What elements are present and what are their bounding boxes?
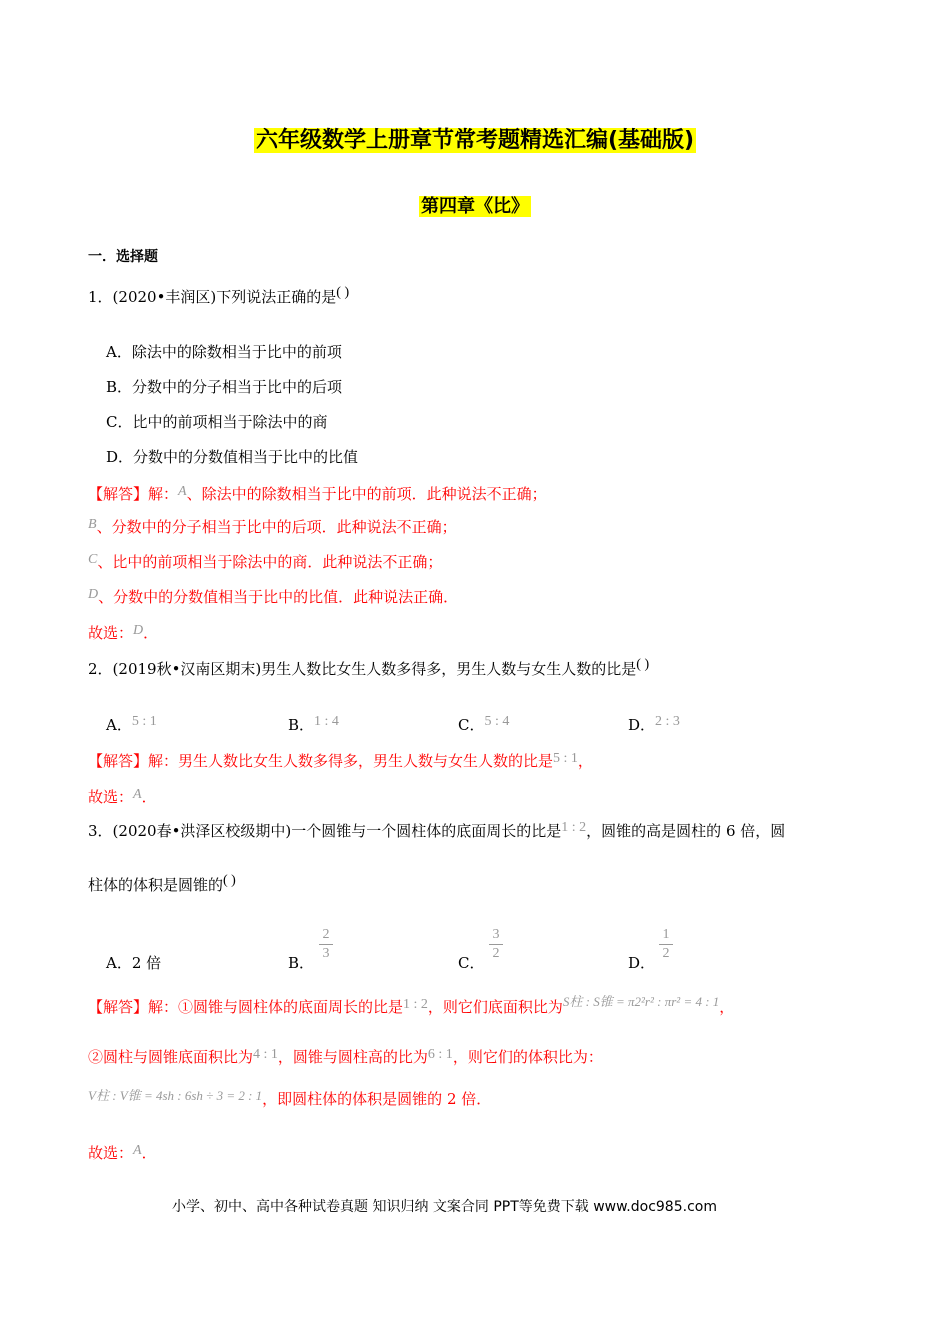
answer-end: ， — [577, 752, 593, 770]
answer-ratio: 1 : 2 — [403, 997, 428, 1012]
question-3-text: 3．(2020春•洪泽区校级期中)一个圆锥与一个圆柱体的底面周长的比是 — [88, 822, 562, 840]
question-2-answer — [88, 750, 593, 774]
question-3-stem-line-2 — [88, 874, 236, 898]
option-value: 5 : 1 — [131, 714, 157, 729]
answer-letter: C — [88, 552, 98, 567]
option-label: D． — [628, 716, 656, 734]
fraction-numerator: 1 — [662, 927, 670, 942]
page-title — [0, 126, 950, 156]
question-1-option-c: C．比中的前项相当于除法中的商 — [106, 413, 328, 431]
answer-text: 、比中的前项相当于除法中的商．此种说法不正确； — [97, 553, 443, 571]
option-value: 1 : 4 — [314, 714, 339, 729]
question-3-option-b-label: B． — [288, 954, 315, 972]
question-1-text: 1．(2020•丰润区)下列说法正确的是 — [88, 288, 337, 306]
question-1-answer-line-1 — [88, 483, 547, 507]
conclusion-value: A — [133, 787, 142, 802]
question-2-option-a — [106, 714, 157, 738]
question-2-option-d — [628, 714, 680, 738]
option-value: 2 倍 — [131, 954, 162, 972]
section-heading: 一．选择题 — [88, 249, 158, 265]
answer-text: ，即圆柱体的体积是圆锥的 2 倍． — [262, 1090, 492, 1108]
question-3-ratio: 1 : 2 — [561, 820, 587, 835]
question-2-text: 2．(2019秋•汉南区期末)男生人数比女生人数多得多，男生人数与女生人数的比是 — [88, 660, 637, 678]
conclusion-value: A — [133, 1143, 142, 1158]
question-3-text-cont: ，圆锥的高是圆柱的 6 倍，圆 — [586, 822, 786, 840]
question-2-option-b — [288, 714, 339, 738]
question-3-conclusion — [88, 1142, 157, 1166]
fraction-bar — [319, 944, 333, 945]
conclusion-end: ． — [141, 788, 157, 806]
answer-text: 、除法中的除数相当于比中的前项．此种说法不正确； — [186, 485, 547, 503]
answer-ratio: 6 : 1 — [427, 1047, 453, 1062]
answer-formula: V柱 : V锥 = 4sh : 6sh ÷ 3 = 2 : 1 — [88, 1088, 263, 1103]
question-1-answer-line-3 — [88, 551, 442, 575]
question-2-stem — [88, 658, 649, 682]
question-3-text-line-2: 柱体的体积是圆锥的 — [88, 876, 224, 894]
conclusion-end: ． — [141, 1144, 157, 1162]
question-1-answer-line-2 — [88, 516, 457, 540]
answer-letter: D — [88, 587, 99, 602]
question-2-option-c — [458, 714, 509, 738]
answer-ratio: 5 : 1 — [553, 751, 578, 766]
answer-text: ，则它们底面积比为 — [427, 998, 563, 1016]
answer-ratio: 4 : 1 — [253, 1047, 278, 1062]
question-3-option-d-label: D． — [628, 954, 656, 972]
question-1-option-a: A．除法中的除数相当于比中的前项 — [106, 343, 342, 361]
question-2-conclusion — [88, 786, 157, 810]
option-label: A． — [106, 954, 132, 972]
answer-text: ，圆锥与圆柱高的比为 — [277, 1048, 428, 1066]
answer-letter: B — [88, 517, 97, 532]
fraction-numerator: 3 — [492, 927, 500, 942]
fraction-bar — [489, 944, 503, 945]
fraction-numerator: 2 — [322, 927, 330, 942]
question-3-stem-line-1 — [88, 820, 785, 844]
answer-label: 【解答】解： — [88, 485, 179, 503]
answer-text: 【解答】解：①圆锥与圆柱体的底面周长的比是 — [88, 998, 404, 1016]
question-1-conclusion — [88, 622, 158, 646]
conclusion-end: ． — [143, 624, 159, 642]
question-3-option-b-fraction — [319, 927, 333, 962]
question-1-stem — [88, 286, 349, 310]
question-1-option-d: D．分数中的分数值相当于比中的比值 — [106, 448, 359, 466]
fraction-denominator: 2 — [662, 946, 670, 961]
page-footer: 小学、初中、高中各种试卷真题 知识归纳 文案合同 PPT等免费下载 www.doc985.com — [172, 1199, 717, 1215]
answer-text: 、分数中的分子相当于比中的后项．此种说法不正确； — [96, 518, 457, 536]
conclusion-label: 故选： — [88, 624, 134, 642]
question-3-blank: ( ) — [223, 873, 236, 888]
question-3-option-c-fraction — [489, 927, 503, 962]
option-label: B． — [288, 716, 315, 734]
answer-letter: A — [178, 484, 187, 499]
answer-text: 【解答】解：男生人数比女生人数多得多，男生人数与女生人数的比是 — [88, 752, 554, 770]
question-3-option-c-label: C． — [458, 954, 485, 972]
answer-text: ，则它们的体积比为： — [452, 1048, 603, 1066]
question-1-option-b: B．分数中的分子相当于比中的后项 — [106, 378, 343, 396]
question-1-answer-line-4 — [88, 586, 458, 610]
question-3-answer-line-1 — [88, 996, 734, 1020]
conclusion-label: 故选： — [88, 788, 134, 806]
question-3-option-d-fraction — [659, 927, 673, 962]
option-value: 2 : 3 — [655, 714, 680, 729]
answer-text: ②圆柱与圆锥底面积比为 — [88, 1048, 254, 1066]
chapter-title — [0, 194, 950, 220]
question-3-option-a — [106, 952, 161, 974]
answer-formula: S柱 : S锥 = π2²r² : πr² = 4 : 1 — [562, 994, 720, 1009]
conclusion-label: 故选： — [88, 1144, 134, 1162]
question-3-answer-line-2 — [88, 1046, 603, 1070]
option-label: C． — [458, 716, 485, 734]
question-2-blank: ( ) — [636, 657, 650, 672]
question-1-blank: ( ) — [336, 285, 350, 300]
chapter-title-text: 第四章《比》 — [421, 196, 529, 217]
conclusion-value: D — [133, 623, 144, 638]
option-value: 5 : 4 — [484, 714, 510, 729]
page-title-text: 六年级数学上册章节常考题精选汇编(基础版) — [255, 128, 695, 153]
option-label: A． — [106, 716, 132, 734]
answer-end: ， — [719, 998, 735, 1016]
fraction-denominator: 2 — [492, 946, 500, 961]
answer-text: 、分数中的分数值相当于比中的比值．此种说法正确． — [98, 588, 459, 606]
fraction-denominator: 3 — [322, 946, 330, 961]
fraction-bar — [659, 944, 673, 945]
question-3-answer-line-3 — [88, 1088, 491, 1111]
